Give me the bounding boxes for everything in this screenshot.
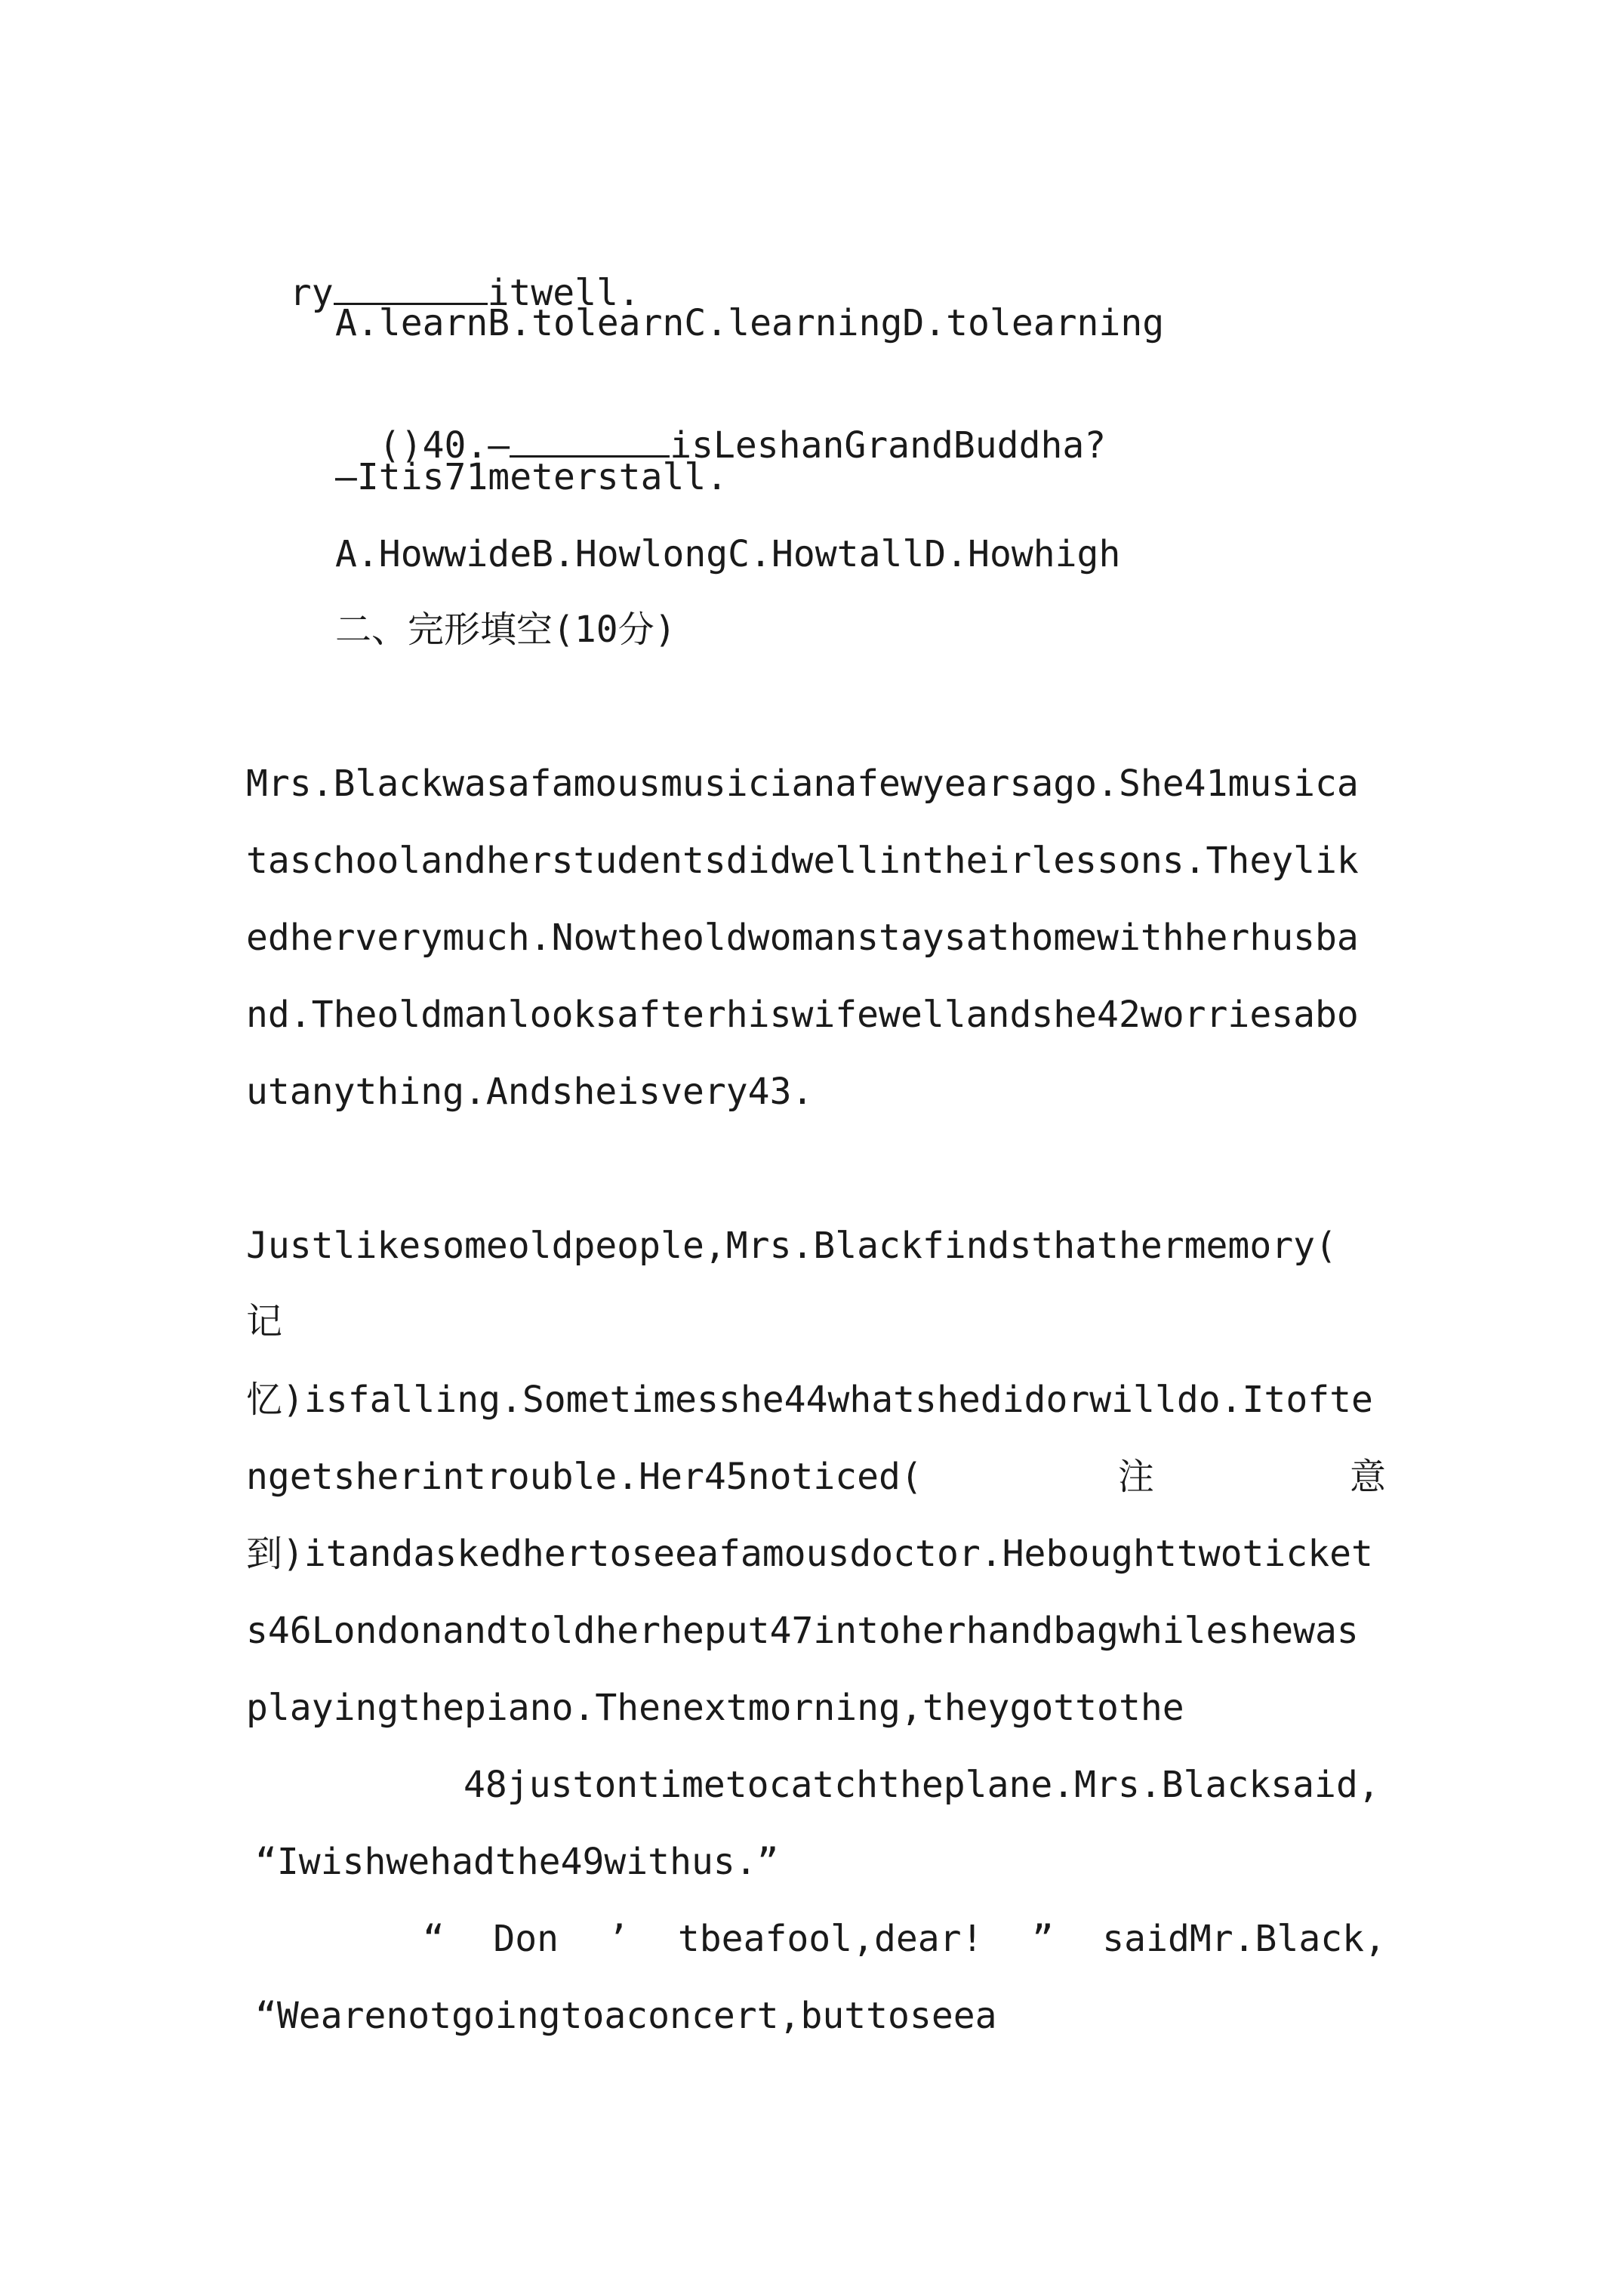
- word-dont: Don: [493, 1918, 559, 1960]
- apostrophe: ’: [607, 1918, 630, 1960]
- quote-open: “: [423, 1918, 445, 1960]
- q39-post: itwell.: [487, 272, 640, 314]
- word-said: saidMr.Black,: [1102, 1918, 1386, 1960]
- para2-line-4-text: ngetsherintrouble.Her45noticed(: [246, 1456, 922, 1498]
- para1-line-4: nd.Theoldmanlooksafterhiswifewellandshe42worriesabo: [246, 994, 1359, 1036]
- para1-line-1: Mrs.Blackwasafamousmusicianafewyearsago.She41musica: [246, 763, 1359, 805]
- answer-blank: [510, 424, 670, 458]
- para2-line-11: “Wearenotgoingtoaconcert,buttoseea: [255, 1995, 997, 2037]
- para2-line-9: “Iwishwehadthe49withus.”: [255, 1841, 779, 1883]
- q40-suffix: isLeshanGrandBuddha?: [670, 424, 1107, 467]
- quote-close: ”: [1031, 1918, 1054, 1960]
- para1-line-3: edherverymuch.Nowtheoldwomanstaysathomewithherhusba: [246, 917, 1359, 959]
- q40-prefix: ()40.—: [378, 424, 510, 467]
- para2-line-7: playingthepiano.Thenextmorning,theygottothe: [246, 1687, 1184, 1729]
- para2-line-10: [423, 1916, 1386, 1962]
- para2-line-3: 忆)isfalling.Sometimesshe44whatshedidorwilldo.Itofte: [246, 1379, 1373, 1421]
- q40-answer: —Itis71meterstall.: [335, 456, 728, 498]
- para2-line-5: 到)itandaskedhertoseeafamousdoctor.Heboughttwoticket: [246, 1533, 1373, 1575]
- para2-line-4: [246, 1454, 1386, 1499]
- q39-options: A.learnB.tolearnC.learningD.tolearning: [335, 302, 1165, 344]
- section-heading: 二、完形填空(10分): [335, 609, 676, 651]
- word-fool: tbeafool,dear!: [677, 1918, 984, 1960]
- para2-line-4-word2: 意: [1349, 1456, 1386, 1498]
- para1-line-2: taschoolandherstudentsdidwellintheirlessons.Theylik: [246, 840, 1359, 882]
- para2-line-4-word1: 注: [1117, 1456, 1154, 1498]
- para1-line-5: utanything.Andsheisvery43.: [246, 1071, 814, 1113]
- para2-line-2: 记: [246, 1300, 283, 1342]
- para2-line-1: Justlikesomeoldpeople,Mrs.Blackfindsthathermemory(: [246, 1225, 1337, 1267]
- para2-line-6: s46Londonandtoldherheput47intoherhandbagwhileshewas: [246, 1610, 1359, 1652]
- q40-options: A.HowwideB.HowlongC.HowtallD.Howhigh: [335, 533, 1121, 575]
- q39-pre: ry: [289, 272, 334, 314]
- para2-line-8: 48justontimetocatchtheplane.Mrs.Blacksaid,: [463, 1764, 1380, 1806]
